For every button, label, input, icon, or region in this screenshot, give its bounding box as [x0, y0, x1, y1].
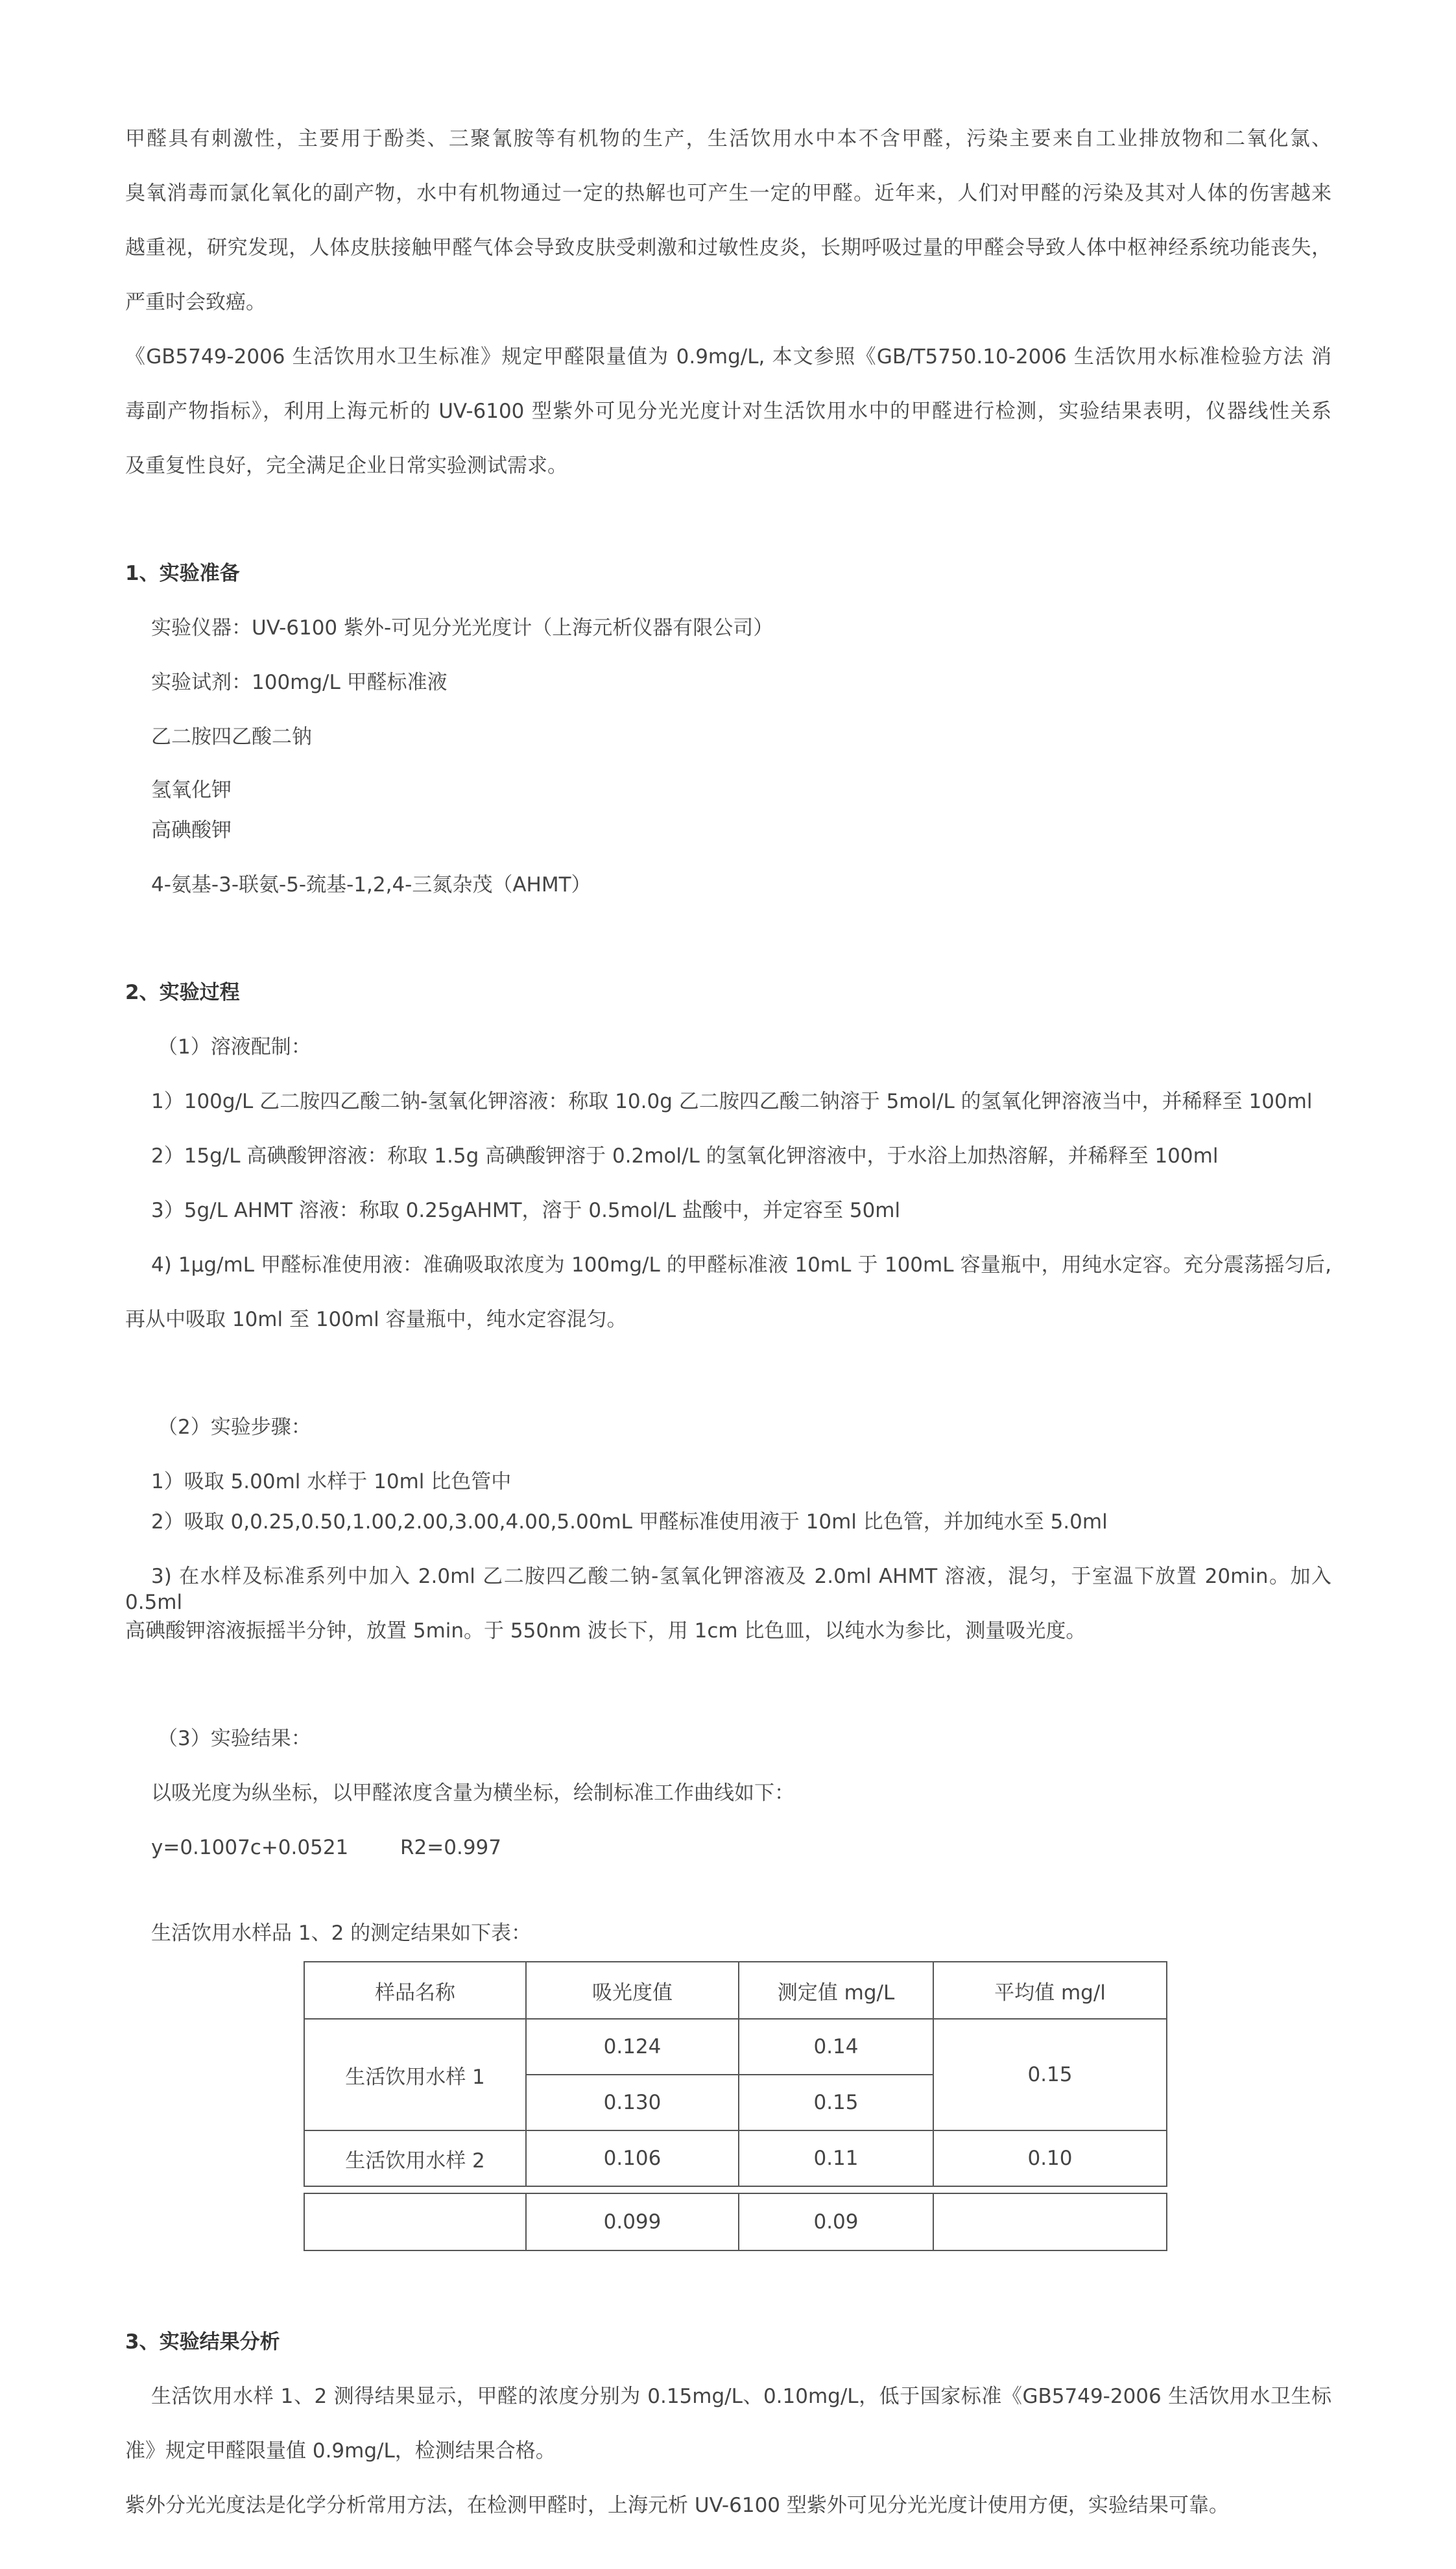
sample-1-name: 生活饮用水样 1 [304, 2019, 526, 2130]
intro-p2-line-1: 《GB5749-2006 生活饮用水卫生标准》规定甲醛限量值为 0.9mg/L, 本文参照《GB/T5750.10-2006 生活饮用水标准检验方法 消 [125, 345, 1331, 368]
table-header-row [304, 1962, 1167, 2019]
extra-abs: 0.099 [526, 2193, 739, 2250]
table-caption: 生活饮用水样品 1、2 的测定结果如下表： [151, 1922, 532, 1945]
prep-step-1: 1）100g/L 乙二胺四乙酸二钠-氢氧化钾溶液：称取 10.0g 乙二胺四乙酸二钠溶于 5mol/L 的氢氧化钾溶液当中，并稀释至 100ml [151, 1090, 1313, 1113]
section-3-title: 3、实验结果分析 [125, 2330, 280, 2354]
extra-table [304, 2193, 1167, 2251]
sub-solution-prep: （1）溶液配制： [158, 1035, 311, 1059]
table-row [304, 2019, 1167, 2075]
section-2-title: 2、实验过程 [125, 981, 240, 1004]
intro-p1-line-4: 严重时会致癌。 [125, 291, 266, 314]
procedure-step-3-line-2: 高碘酸钾溶液振摇半分钟，放置 5min。于 550nm 波长下，用 1cm 比色皿，以纯水为参比，测量吸光度。 [125, 1619, 1086, 1643]
extra-value: 0.09 [739, 2193, 933, 2250]
results-curve-text: 以吸光度为纵坐标，以甲醛浓度含量为横坐标，绘制标准工作曲线如下： [151, 1781, 794, 1805]
procedure-step-2: 2）吸取 0,0.25,0.50,1.00,2.00,3.00,4.00,5.00mL 甲醛标准使用液于 10ml 比色管，并加纯水至 5.0ml [151, 1510, 1108, 1534]
prep-step-3: 3）5g/L AHMT 溶液：称取 0.25gAHMT，溶于 0.5mol/L 盐酸中，并定容至 50ml [151, 1199, 901, 1222]
sub-results: （3）实验结果： [158, 1727, 311, 1750]
header-average: 平均值 mg/l [933, 1962, 1167, 2019]
sample-2-abs: 0.106 [526, 2130, 739, 2186]
sub-procedure: （2）实验步骤： [158, 1416, 311, 1439]
intro-p2-line-2: 毒副产物指标》，利用上海元析的 UV-6100 型紫外可见分光光度计对生活饮用水中的甲醛进行检测，实验结果表明，仪器线性关系 [125, 400, 1331, 423]
sample-2-average: 0.10 [933, 2130, 1167, 2186]
sample-1-value-1: 0.14 [739, 2019, 933, 2075]
intro-p1-line-2: 臭氧消毒而氯化氧化的副产物，水中有机物通过一定的热解也可产生一定的甲醛。近年来，人们对甲醛的污染及其对人体的伤害越来 [125, 182, 1331, 205]
section-1-title: 1、实验准备 [125, 562, 240, 585]
table-row [304, 2130, 1167, 2186]
extra-average [933, 2193, 1167, 2250]
prep-step-4-line-2: 再从中吸取 10ml 至 100ml 容量瓶中，纯水定容混匀。 [125, 1308, 627, 1331]
analysis-p1-line-2: 准》规定甲醛限量值 0.9mg/L，检测结果合格。 [125, 2439, 556, 2463]
procedure-step-1: 1）吸取 5.00ml 水样于 10ml 比色管中 [151, 1470, 512, 1493]
analysis-p2: 紫外分光光度法是化学分析常用方法，在检测甲醛时，上海元析 UV-6100 型紫外可见分光光度计使用方便，实验结果可靠。 [125, 2494, 1229, 2517]
chem-koh: 氢氧化钾 [151, 778, 232, 802]
sample-2-value: 0.11 [739, 2130, 933, 2186]
sample-1-abs-1: 0.124 [526, 2019, 739, 2075]
chem-kio4: 高碘酸钾 [151, 819, 232, 842]
table-row [304, 2193, 1167, 2250]
chem-edta: 乙二胺四乙酸二钠 [151, 725, 312, 749]
prep-step-4-line-1: 4) 1μg/mL 甲醛标准使用液：准确吸取浓度为 100mg/L 的甲醛标准液 10mL 于 100mL 容量瓶中，用纯水定容。充分震荡摇匀后, [151, 1253, 1331, 1277]
prep-step-2: 2）15g/L 高碘酸钾溶液：称取 1.5g 高碘酸钾溶于 0.2mol/L 的氢氧化钾溶液中，于水浴上加热溶解，并稀释至 100ml [151, 1144, 1219, 1168]
header-absorbance: 吸光度值 [526, 1962, 739, 2019]
header-sample-name: 样品名称 [304, 1962, 526, 2019]
sample-1-value-2: 0.15 [739, 2075, 933, 2130]
intro-p1-line-1: 甲醛具有刺激性，主要用于酚类、三聚氰胺等有机物的生产，生活饮用水中本不含甲醛，污染主要来自工业排放物和二氧化氯、 [125, 127, 1331, 151]
intro-p1-line-3: 越重视，研究发现，人体皮肤接触甲醛气体会导致皮肤受刺激和过敏性皮炎，长期呼吸过量的甲醛会导致人体中枢神经系统功能丧失， [125, 236, 1331, 259]
sample-1-average: 0.15 [933, 2019, 1167, 2130]
results-table [304, 1961, 1167, 2187]
intro-p2-line-3: 及重复性良好，完全满足企业日常实验测试需求。 [125, 454, 567, 477]
instrument-text: 实验仪器：UV-6100 紫外-可见分光光度计（上海元析仪器有限公司） [151, 616, 774, 640]
extra-name [304, 2193, 526, 2250]
reagent-text: 实验试剂：100mg/L 甲醛标准液 [151, 671, 448, 694]
sample-1-abs-2: 0.130 [526, 2075, 739, 2130]
analysis-p1-line-1: 生活饮用水样 1、2 测得结果显示，甲醛的浓度分别为 0.15mg/L、0.10mg/L，低于国家标准《GB5749-2006 生活饮用水卫生标 [151, 2385, 1331, 2408]
r-squared: R2=0.997 [400, 1836, 501, 1859]
header-measured-value: 测定值 mg/L [739, 1962, 933, 2019]
sample-2-name: 生活饮用水样 2 [304, 2130, 526, 2186]
procedure-step-3-line-1: 3) 在水样及标准系列中加入 2.0ml 乙二胺四乙酸二钠-氢氧化钾溶液及 2.0ml AHMT 溶液，混匀，于室温下放置 20min。加入 0.5ml [125, 1565, 1331, 1614]
calibration-equation: y=0.1007c+0.0521 [151, 1836, 349, 1859]
chem-ahmt: 4-氨基-3-联氨-5-巯基-1,2,4-三氮杂茂（AHMT） [151, 873, 591, 897]
